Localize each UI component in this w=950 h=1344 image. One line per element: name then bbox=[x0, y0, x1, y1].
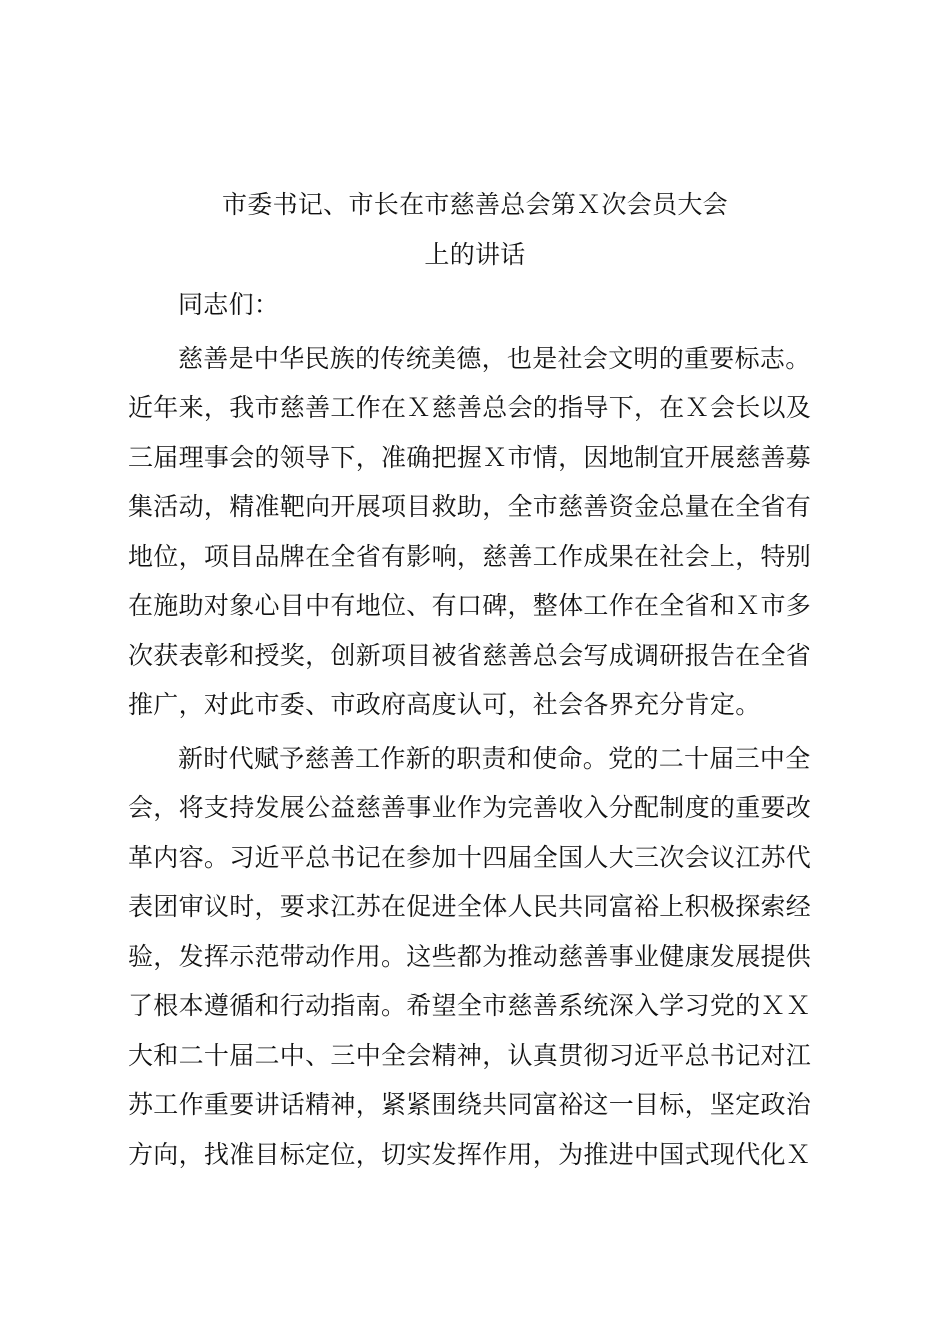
paragraph-2-line: 苏工作重要讲话精神，紧紧围绕共同富裕这一目标，坚定政治 bbox=[128, 1090, 812, 1119]
paragraph-1-line: 在施助对象心目中有地位、有口碑，整体工作在全省和Ｘ市多 bbox=[128, 591, 812, 620]
paragraph-2-line: 会，将支持发展公益慈善事业作为完善收入分配制度的重要改 bbox=[128, 793, 812, 822]
paragraph-1-line: 推广，对此市委、市政府高度认可，社会各界充分肯定。 bbox=[128, 690, 761, 719]
paragraph-2-line: 验，发挥示范带动作用。这些都为推动慈善事业健康发展提供 bbox=[128, 941, 812, 971]
title-line-2: 上的讲话 bbox=[424, 239, 526, 269]
paragraph-1-line: 近年来，我市慈善工作在Ｘ慈善总会的指导下，在Ｘ会长以及 bbox=[128, 393, 812, 422]
paragraph-1-line: 地位，项目品牌在全省有影响，慈善工作成果在社会上，特别 bbox=[128, 541, 812, 571]
paragraph-2-line: 革内容。习近平总书记在参加十四届全国人大三次会议江苏代 bbox=[128, 842, 812, 872]
paragraph-1-line: 次获表彰和授奖，创新项目被省慈善总会写成调研报告在全省 bbox=[128, 640, 812, 670]
title-line-1: 市委书记、市长在市慈善总会第Ｘ次会员大会 bbox=[221, 190, 728, 219]
paragraph-2-line: 方向，找准目标定位，切实发挥作用，为推进中国式现代化Ｘ bbox=[128, 1139, 812, 1169]
document-body bbox=[128, 280, 830, 1179]
paragraph-1-line: 三届理事会的领导下，准确把握Ｘ市情，因地制宜开展慈善募 bbox=[128, 442, 812, 472]
paragraph-1 bbox=[128, 334, 830, 730]
paragraph-1-line: 集活动，精准靶向开展项目救助，全市慈善资金总量在全省有 bbox=[128, 492, 812, 521]
paragraph-1-line: 慈善是中华民族的传统美德，也是社会文明的重要标志。 bbox=[178, 343, 811, 373]
document-title bbox=[118, 180, 832, 279]
paragraph-2 bbox=[128, 734, 830, 1180]
salutation: 同志们： bbox=[178, 290, 280, 319]
paragraph-2-line: 表团审议时，要求江苏在促进全体人民共同富裕上积极探索经 bbox=[128, 892, 812, 921]
paragraph-2-line: 大和二十届二中、三中全会精神，认真贯彻习近平总书记对江 bbox=[128, 1040, 812, 1070]
paragraph-2-line: 了根本遵循和行动指南。希望全市慈善系统深入学习党的ＸＸ bbox=[128, 991, 812, 1020]
paragraph-2-line: 新时代赋予慈善工作新的职责和使命。党的二十届三中全 bbox=[178, 743, 811, 773]
